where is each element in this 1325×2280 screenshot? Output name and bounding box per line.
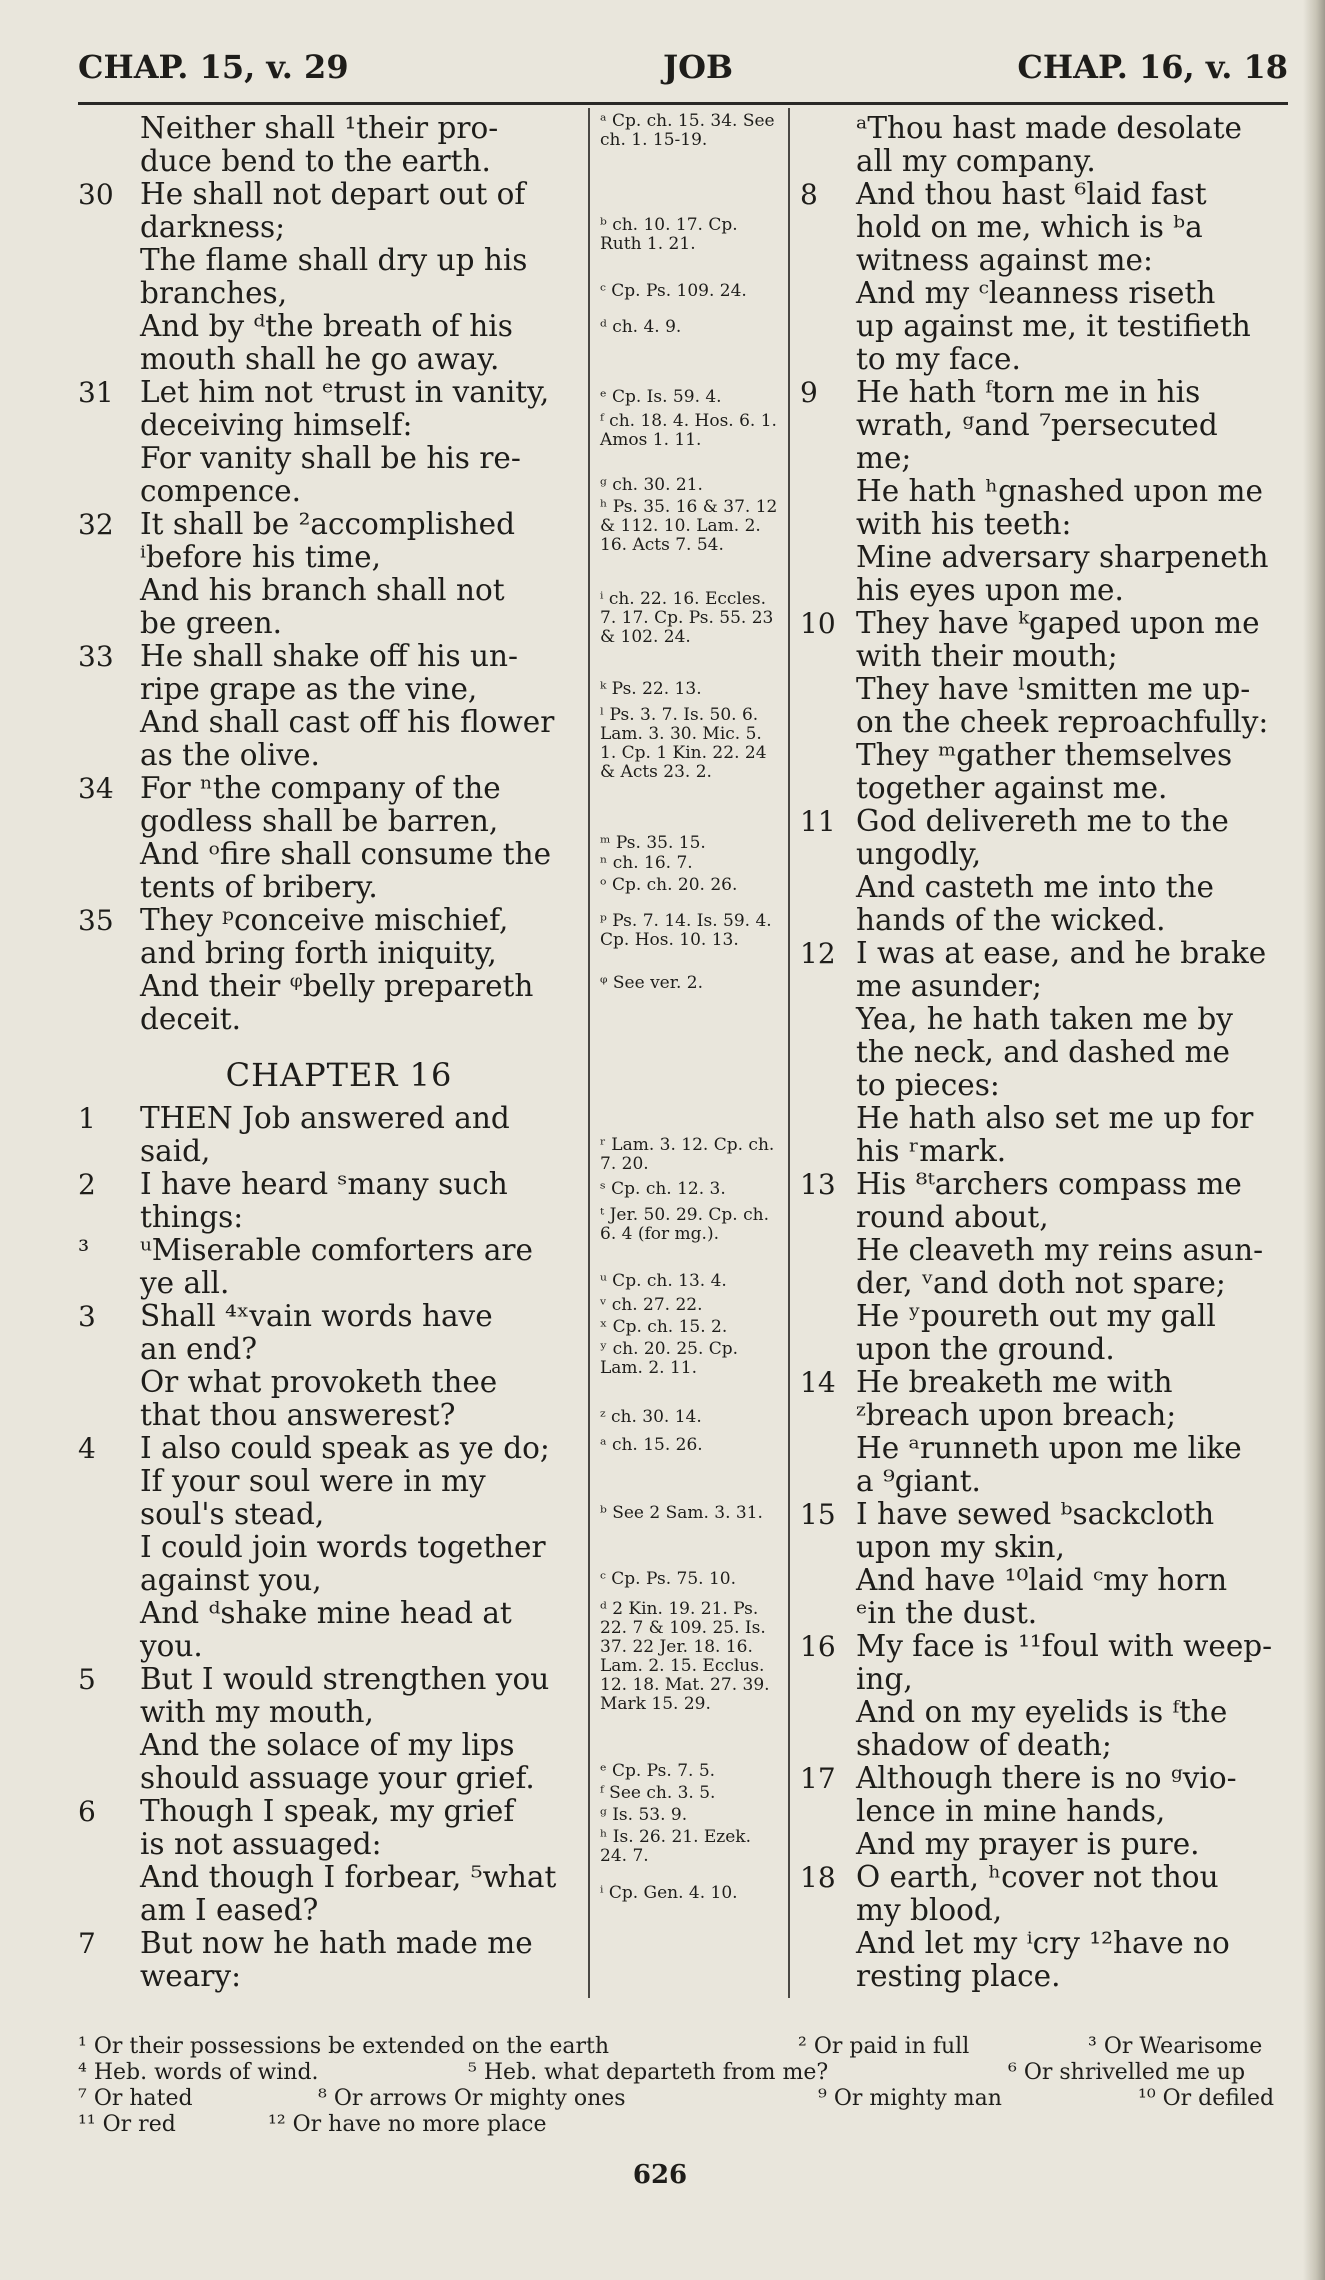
verse-line: tents of bribery. bbox=[140, 870, 378, 904]
verse-line: He ʸpoureth out my gall bbox=[856, 1299, 1216, 1333]
verse-line: Yea, he hath taken me by bbox=[856, 1002, 1233, 1036]
verse-line: And ᵈshake mine head at bbox=[140, 1596, 512, 1630]
verse-line: His ⁸ᵗarchers compass me bbox=[856, 1167, 1242, 1201]
verse-line: deceiving himself: bbox=[140, 408, 413, 442]
verse-line: Mine adversary sharpeneth bbox=[856, 540, 1269, 574]
cross-reference: ᶻ ch. 30. 14. bbox=[600, 1407, 702, 1427]
verse-line: you. bbox=[140, 1629, 203, 1663]
verse-line: my blood, bbox=[856, 1893, 1003, 1927]
header-left: CHAP. 15, v. 29 bbox=[78, 48, 349, 86]
verse bbox=[78, 1168, 580, 1234]
footnote-row bbox=[78, 2060, 1288, 2086]
verse-line: with their mouth; bbox=[856, 639, 1118, 673]
footnote: ⁴ Heb. words of wind. bbox=[78, 2060, 319, 2085]
chapter-heading: CHAPTER 16 bbox=[225, 1056, 453, 1094]
footnote: ⁷ Or hated bbox=[78, 2086, 193, 2111]
verse-line: If your soul were in my bbox=[140, 1464, 486, 1498]
cross-reference: ᵠ See ver. 2. bbox=[600, 973, 704, 993]
cross-reference: ᵘ Cp. ch. 13. 4. bbox=[600, 1271, 727, 1291]
verse-line: shadow of death; bbox=[856, 1728, 1112, 1762]
verse-line: And his branch shall not bbox=[140, 573, 505, 607]
verse-line: He breaketh me with bbox=[856, 1365, 1173, 1399]
verse-line: I also could speak as ye do; bbox=[140, 1431, 550, 1465]
verse-line: against you, bbox=[140, 1563, 322, 1597]
verse bbox=[800, 1168, 1292, 1366]
verse-line: his eyes upon me. bbox=[856, 573, 1124, 607]
footnote: ⁵ Heb. what departeth from me? bbox=[468, 2060, 829, 2085]
verse-number: 30 bbox=[78, 178, 114, 211]
footnote: ⁶ Or shrivelled me up bbox=[1008, 2060, 1246, 2085]
verse bbox=[78, 508, 580, 640]
verse-line: They have ˡsmitten me up- bbox=[856, 672, 1251, 706]
verse-line: ᶻbreach upon breach; bbox=[856, 1398, 1177, 1432]
verse bbox=[800, 805, 1292, 937]
verse-line: ungodly, bbox=[856, 837, 982, 871]
verse bbox=[800, 1762, 1292, 1861]
cross-reference: ᵍ ch. 30. 21. bbox=[600, 475, 703, 495]
verse bbox=[800, 1630, 1292, 1762]
verse-line: He ᵃrunneth upon me like bbox=[856, 1431, 1242, 1465]
cross-reference: ᵖ Ps. 7. 14. Is. 59. 4. Cp. Hos. 10. 13. bbox=[600, 911, 772, 950]
verse-line: soul's stead, bbox=[140, 1497, 325, 1531]
verse-number: 3 bbox=[78, 1300, 96, 1333]
verse-line: He hath ʰgnashed upon me bbox=[856, 474, 1263, 508]
verse-number: 6 bbox=[78, 1795, 96, 1828]
verse-number: 4 bbox=[78, 1432, 96, 1465]
verse-line: the neck, and dashed me bbox=[856, 1035, 1230, 1069]
verse-line: said, bbox=[140, 1134, 211, 1168]
verse-line: But I would strengthen you bbox=[140, 1662, 550, 1696]
verse-line: He shall not depart out of bbox=[140, 177, 526, 211]
page-number: 626 bbox=[632, 2160, 688, 2190]
cross-reference: ᵈ 2 Kin. 19. 21. Ps. 22. 7 & 109. 25. Is. 37. 22 Jer. 18. 16. Lam. 2. 15. Ecclus. 12. 18. Mat. 27. 39. Mark 15. 29. bbox=[600, 1599, 770, 1714]
verse bbox=[78, 772, 580, 904]
verse-line: And shall cast off his flower bbox=[140, 705, 555, 739]
cross-reference: ʰ Is. 26. 21. Ezek. 24. 7. bbox=[600, 1827, 752, 1866]
verse-line: I have heard ˢmany such bbox=[140, 1167, 508, 1201]
verse-line: mouth shall he go away. bbox=[140, 342, 500, 376]
verse-line: things: bbox=[140, 1200, 244, 1234]
footnote: ¹² Or have no more place bbox=[268, 2112, 547, 2137]
verse bbox=[800, 1366, 1292, 1498]
verse-line: his ʳmark. bbox=[856, 1134, 1007, 1168]
verse-number: 2 bbox=[78, 1168, 96, 1201]
verse-number: 14 bbox=[800, 1366, 836, 1399]
footnote: ⁸ Or arrows Or mighty ones bbox=[318, 2086, 626, 2111]
verse-number: 32 bbox=[78, 508, 114, 541]
verse bbox=[78, 904, 580, 1036]
page-edge-shadow bbox=[1303, 0, 1325, 2280]
verse-line: as the olive. bbox=[140, 738, 320, 772]
column-divider-left bbox=[588, 108, 590, 1998]
verse-line: And thou hast ⁶laid fast bbox=[856, 177, 1207, 211]
verse bbox=[800, 376, 1292, 607]
verse-line: Although there is no ᵍvio- bbox=[856, 1761, 1237, 1795]
verse-number: ³ bbox=[78, 1234, 90, 1267]
verse-line: der, ᵛand doth not spare; bbox=[856, 1266, 1226, 1300]
verse-line: And on my eyelids is ᶠthe bbox=[856, 1695, 1228, 1729]
cross-reference: ᵗ Jer. 50. 29. Cp. ch. 6. 4 (for mg.). bbox=[600, 1205, 769, 1244]
cross-reference: ᵛ ch. 27. 22. bbox=[600, 1295, 703, 1315]
verse bbox=[78, 178, 580, 376]
verse-line: that thou answerest? bbox=[140, 1398, 456, 1432]
header-rule bbox=[78, 102, 1288, 105]
verse-line: But now he hath made me bbox=[140, 1926, 533, 1960]
cross-reference: ᵍ Is. 53. 9. bbox=[600, 1805, 688, 1825]
verse bbox=[78, 1234, 580, 1300]
column-divider-right bbox=[788, 108, 790, 1998]
cross-reference: ᶠ ch. 18. 4. Hos. 6. 1. Amos 1. 11. bbox=[600, 411, 777, 450]
verse-line: together against me. bbox=[856, 771, 1168, 805]
verse-line: ᵘMiserable comforters are bbox=[140, 1233, 533, 1267]
verse-number: 17 bbox=[800, 1762, 836, 1795]
verse-line: and bring forth iniquity, bbox=[140, 936, 497, 970]
verse-line: resting place. bbox=[856, 1959, 1061, 1993]
verse-number: 13 bbox=[800, 1168, 836, 1201]
right-text-column bbox=[800, 112, 1292, 1993]
verse-line: Though I speak, my grief bbox=[140, 1794, 515, 1828]
cross-reference: ʰ Ps. 35. 16 & 37. 12 & 112. 10. Lam. 2. 16. Acts 7. 54. bbox=[600, 497, 778, 555]
verse-number: 5 bbox=[78, 1663, 96, 1696]
verse-line: Or what provoketh thee bbox=[140, 1365, 498, 1399]
footnote-row bbox=[78, 2086, 1288, 2112]
verse-line: branches, bbox=[140, 276, 288, 310]
verse-number: 18 bbox=[800, 1861, 836, 1894]
verse-number: 10 bbox=[800, 607, 836, 640]
verse-line: ᵉin the dust. bbox=[856, 1596, 1038, 1630]
cross-reference: ⁱ Cp. Gen. 4. 10. bbox=[600, 1883, 738, 1903]
verse-line: And the solace of my lips bbox=[140, 1728, 515, 1762]
cross-reference: ᵒ Cp. ch. 20. 26. bbox=[600, 875, 738, 895]
verse-number: 9 bbox=[800, 376, 818, 409]
footnote: ¹ Or their possessions be extended on the earth bbox=[78, 2034, 609, 2059]
footnote: ³ Or Wearisome bbox=[1088, 2034, 1263, 2059]
verse-line: wrath, ᵍand ⁷persecuted bbox=[856, 408, 1218, 442]
verse-line: And let my ⁱcry ¹²have no bbox=[856, 1926, 1230, 1960]
verse-line: He cleaveth my reins asun- bbox=[856, 1233, 1264, 1267]
header-right: CHAP. 16, v. 18 bbox=[1017, 48, 1288, 86]
verse bbox=[78, 1927, 580, 1993]
verse-number: 1 bbox=[78, 1102, 96, 1135]
verse-line: a ⁹giant. bbox=[856, 1464, 981, 1498]
verse-line: am I eased? bbox=[140, 1893, 319, 1927]
footnote-row bbox=[78, 2112, 1288, 2138]
verse-number: 33 bbox=[78, 640, 114, 673]
verse-line: They ᵐgather themselves bbox=[856, 738, 1233, 772]
verse-line: God delivereth me to the bbox=[856, 804, 1229, 838]
verse bbox=[78, 1102, 580, 1168]
cross-reference: ˣ Cp. ch. 15. 2. bbox=[600, 1317, 728, 1337]
verse-number: 34 bbox=[78, 772, 114, 805]
verse-number: 31 bbox=[78, 376, 114, 409]
footnote: ¹⁰ Or defiled bbox=[1138, 2086, 1275, 2111]
cross-reference: ᵐ Ps. 35. 15. bbox=[600, 833, 706, 853]
verse-line: I could join words together bbox=[140, 1530, 546, 1564]
cross-reference: ᵉ Cp. Is. 59. 4. bbox=[600, 387, 722, 407]
verse-line: I have sewed ᵇsackcloth bbox=[856, 1497, 1215, 1531]
verse-number: 12 bbox=[800, 937, 836, 970]
verse-line: with his teeth: bbox=[856, 507, 1072, 541]
verse-line: And my prayer is pure. bbox=[856, 1827, 1200, 1861]
verse-line: And my ᶜleanness riseth bbox=[856, 276, 1216, 310]
cross-reference: ⁱ ch. 22. 16. Eccles. 7. 17. Cp. Ps. 55. 23 & 102. 24. bbox=[600, 589, 774, 647]
cross-reference: ᶜ Cp. Ps. 109. 24. bbox=[600, 281, 747, 301]
verse bbox=[78, 1432, 580, 1663]
cross-reference: ˢ Cp. ch. 12. 3. bbox=[600, 1179, 726, 1199]
cross-reference: ⁿ ch. 16. 7. bbox=[600, 853, 693, 873]
verse-line: THEN Job answered and bbox=[140, 1101, 510, 1135]
verse-line: is not assuaged: bbox=[140, 1827, 382, 1861]
verse-line: deceit. bbox=[140, 1002, 241, 1036]
footnote: ² Or paid in full bbox=[798, 2034, 970, 2059]
verse-line: ripe grape as the vine, bbox=[140, 672, 478, 706]
verse-line: For ⁿthe company of the bbox=[140, 771, 501, 805]
cross-reference: ᶜ Cp. Ps. 75. 10. bbox=[600, 1569, 736, 1589]
cross-reference: ᵇ See 2 Sam. 3. 31. bbox=[600, 1503, 763, 1523]
verse bbox=[78, 376, 580, 508]
cross-reference: ᵏ Ps. 22. 13. bbox=[600, 679, 702, 699]
verse-line: Let him not ᵉtrust in vanity, bbox=[140, 375, 550, 409]
verse-line: compence. bbox=[140, 474, 301, 508]
verse-line: godless shall be barren, bbox=[140, 804, 499, 838]
verse-line: And though I forbear, ⁵what bbox=[140, 1860, 557, 1894]
verse-line: be green. bbox=[140, 606, 282, 640]
verse bbox=[800, 937, 1292, 1168]
verse-line: lence in mine hands, bbox=[856, 1794, 1166, 1828]
verse-line: ⁱbefore his time, bbox=[140, 540, 381, 574]
verse-line: For vanity shall be his re- bbox=[140, 441, 521, 475]
verse-number: 8 bbox=[800, 178, 818, 211]
verse-line: upon my skin, bbox=[856, 1530, 1065, 1564]
verse bbox=[78, 1663, 580, 1795]
verse-line: upon the ground. bbox=[856, 1332, 1115, 1366]
footnote: ¹¹ Or red bbox=[78, 2112, 176, 2137]
verse bbox=[800, 112, 1292, 178]
verse-line: ᵃThou hast made desolate bbox=[856, 111, 1243, 145]
verse-line: darkness; bbox=[140, 210, 286, 244]
verse bbox=[78, 112, 580, 178]
left-text-column bbox=[78, 112, 580, 1993]
verse-line: me asunder; bbox=[856, 969, 1042, 1003]
verse bbox=[800, 1498, 1292, 1630]
verse-line: It shall be ²accomplished bbox=[140, 507, 516, 541]
verse-line: weary: bbox=[140, 1959, 242, 1993]
verse-line: They have ᵏgaped upon me bbox=[856, 606, 1260, 640]
verse-number: 35 bbox=[78, 904, 114, 937]
cross-reference: ᵉ Cp. Ps. 7. 5. bbox=[600, 1761, 716, 1781]
footnote-row bbox=[78, 2034, 1288, 2060]
cross-reference: ᵇ ch. 10. 17. Cp. Ruth 1. 21. bbox=[600, 215, 738, 254]
verse-line: me; bbox=[856, 441, 912, 475]
header-center-book: JOB bbox=[662, 48, 734, 86]
running-header bbox=[78, 48, 1288, 98]
cross-reference: ʸ ch. 20. 25. Cp. Lam. 2. 11. bbox=[600, 1339, 739, 1378]
verse-line: O earth, ʰcover not thou bbox=[856, 1860, 1219, 1894]
verse-line: up against me, it testifieth bbox=[856, 309, 1251, 343]
verse-number: 15 bbox=[800, 1498, 836, 1531]
verse-line: on the cheek reproachfully: bbox=[856, 705, 1269, 739]
verse-line: Shall ⁴ˣvain words have bbox=[140, 1299, 493, 1333]
verse-line: The flame shall dry up his bbox=[140, 243, 528, 277]
verse-line: round about, bbox=[856, 1200, 1049, 1234]
verse-line: to pieces: bbox=[856, 1068, 1000, 1102]
verse-line: an end? bbox=[140, 1332, 258, 1366]
cross-reference: ᵃ Cp. ch. 15. 34. See ch. 1. 15-19. bbox=[600, 111, 775, 150]
verse-number: 16 bbox=[800, 1630, 836, 1663]
verse-line: witness against me: bbox=[856, 243, 1153, 277]
verse bbox=[78, 1300, 580, 1432]
cross-reference: ᵈ ch. 4. 9. bbox=[600, 317, 682, 337]
verse bbox=[78, 640, 580, 772]
verse-line: He hath also set me up for bbox=[856, 1101, 1254, 1135]
verse bbox=[800, 1861, 1292, 1993]
verse-line: I was at ease, and he brake bbox=[856, 936, 1267, 970]
verse-line: ye all. bbox=[140, 1266, 230, 1300]
verse bbox=[800, 178, 1292, 376]
verse-line: Neither shall ¹their pro- bbox=[140, 111, 499, 145]
verse-line: with my mouth, bbox=[140, 1695, 374, 1729]
cross-reference: ˡ Ps. 3. 7. Is. 50. 6. Lam. 3. 30. Mic. 5. 1. Cp. 1 Kin. 22. 24 & Acts 23. 2. bbox=[600, 705, 767, 782]
verse-line: They ᵖconceive mischief, bbox=[140, 903, 509, 937]
cross-reference: ᵃ ch. 15. 26. bbox=[600, 1435, 703, 1455]
verse-line: to my face. bbox=[856, 342, 1021, 376]
verse-line: And their ᵠbelly prepareth bbox=[140, 969, 534, 1003]
footnotes bbox=[78, 2034, 1288, 2138]
verse-line: all my company. bbox=[856, 144, 1096, 178]
verse bbox=[78, 1795, 580, 1927]
verse-line: hold on me, which is ᵇa bbox=[856, 210, 1203, 244]
verse-line: duce bend to the earth. bbox=[140, 144, 491, 178]
verse-number: 11 bbox=[800, 805, 836, 838]
cross-reference: ʳ Lam. 3. 12. Cp. ch. 7. 20. bbox=[600, 1135, 775, 1174]
verse-line: And ᵒfire shall consume the bbox=[140, 837, 552, 871]
footnote: ⁹ Or mighty man bbox=[818, 2086, 1002, 2111]
verse-number: 7 bbox=[78, 1927, 96, 1960]
verse-line: And have ¹⁰laid ᶜmy horn bbox=[856, 1563, 1228, 1597]
verse-line: And by ᵈthe breath of his bbox=[140, 309, 513, 343]
verse-line: should assuage your grief. bbox=[140, 1761, 535, 1795]
cross-reference: ᶠ See ch. 3. 5. bbox=[600, 1783, 716, 1803]
verse-line: hands of the wicked. bbox=[856, 903, 1166, 937]
verse bbox=[800, 607, 1292, 805]
verse-line: ing, bbox=[856, 1662, 913, 1696]
verse-line: He shall shake off his un- bbox=[140, 639, 518, 673]
verse-line: And casteth me into the bbox=[856, 870, 1214, 904]
verse-line: He hath ᶠtorn me in his bbox=[856, 375, 1201, 409]
verse-line: My face is ¹¹foul with weep- bbox=[856, 1629, 1273, 1663]
